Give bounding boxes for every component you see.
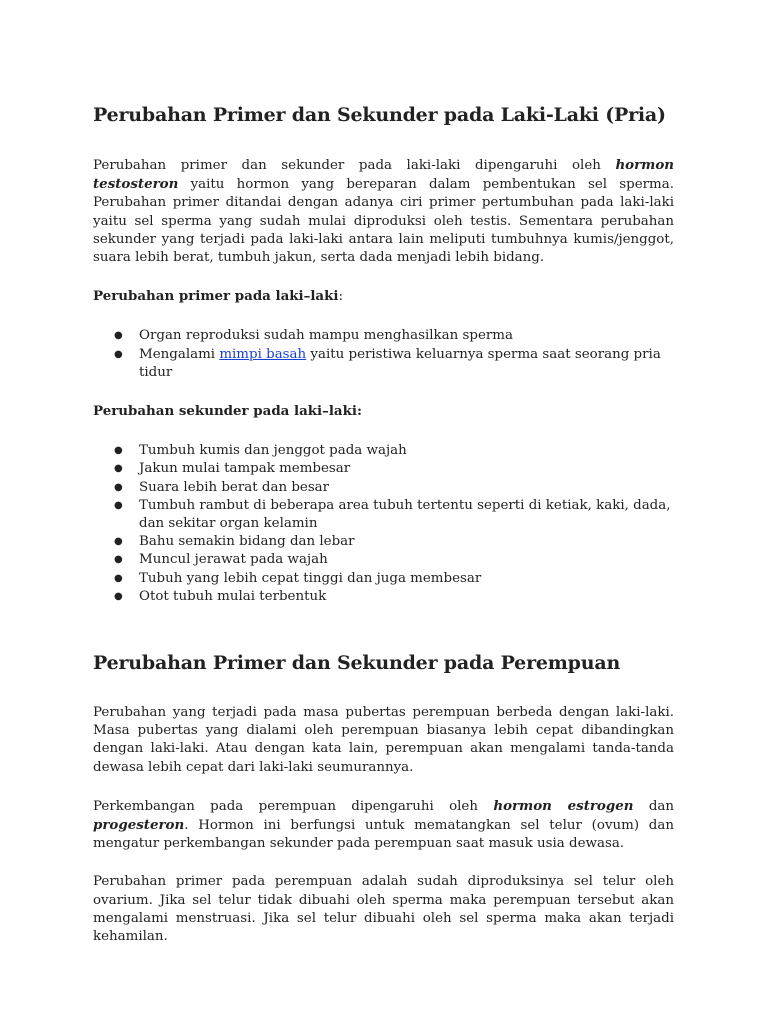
hormone-estrogen-term: hormon estrogen xyxy=(493,797,634,814)
list-item: ● Organ reproduksi sudah mampu menghasilkan sperma xyxy=(93,327,674,345)
list-item: ● Tumbuh rambut di beberapa area tubuh tertentu seperti di ketiak, kaki, dada, dan sekitar organ kelamin xyxy=(114,497,671,532)
section-title-female: Perubahan Primer dan Sekunder pada Perempuan xyxy=(93,652,621,675)
bullet-icon: ● xyxy=(114,330,123,342)
male-primary-label: Perubahan primer pada laki–laki: xyxy=(93,288,343,305)
progesteron-term: progesteron xyxy=(93,817,185,834)
list-item: ● Suara lebih berat dan besar xyxy=(93,479,674,497)
list-item: ● Bahu semakin bidang dan lebar xyxy=(93,533,674,551)
bullet-icon: ● xyxy=(114,572,123,584)
hormone-testosteron-term: hormon testosteron xyxy=(93,157,674,193)
bullet-icon: ● xyxy=(114,463,123,475)
female-intro-paragraph: Perubahan yang terjadi pada masa pubertas perempuan berbeda dengan laki-laki. Masa pubertas yang dialami oleh perempuan biasanya lebih cepat dibandingkan dengan laki-laki. Atau dengan kata lain, perempuan akan mengalami tanda-tanda dewasa lebih cepat dari laki-laki seumurannya. xyxy=(93,705,674,775)
section-title-male: Perubahan Primer dan Sekunder pada Laki-Laki (Pria) xyxy=(93,104,666,126)
male-secondary-label: Perubahan sekunder pada laki–laki: xyxy=(93,403,362,420)
list-item: ● Otot tubuh mulai terbentuk xyxy=(93,588,674,606)
female-primary-paragraph: Perubahan primer pada perempuan adalah sudah diproduksinya sel telur oleh ovarium. Jika sel telur tidak dibuahi oleh sperma maka perempuan tersebut akan mengalami menstruasi. Jika sel telur dibuahi oleh sel sperma maka akan terjadi kehamilan. xyxy=(93,874,674,945)
male-secondary-list xyxy=(93,442,674,606)
list-item: ● Mengalami mimpi basah yaitu peristiwa keluarnya sperma saat seorang pria tidur xyxy=(114,346,661,380)
bullet-icon: ● xyxy=(114,554,123,566)
list-item: ● Tumbuh kumis dan jenggot pada wajah xyxy=(93,442,674,460)
bullet-icon: ● xyxy=(114,590,123,602)
list-item: ● Muncul jerawat pada wajah xyxy=(93,551,674,569)
bullet-icon: ● xyxy=(114,445,123,457)
list-item: ● Tubuh yang lebih cepat tinggi dan juga membesar xyxy=(93,570,674,588)
mimpi-basah-link[interactable]: mimpi basah xyxy=(219,346,307,362)
bullet-icon: ● xyxy=(114,499,123,511)
list-item: ● Jakun mulai tampak membesar xyxy=(93,460,674,478)
bullet-icon: ● xyxy=(114,348,123,360)
bullet-icon: ● xyxy=(114,536,123,548)
male-intro-paragraph: Perubahan primer dan sekunder pada laki-laki dipengaruhi oleh hormon testosteron yaitu hormon yang bereparan dalam pembentukan sel sperma. Perubahan primer ditandai dengan adanya ciri primer pertumbuhan pada laki-laki yaitu sel sperma yang sudah mulai diproduksi oleh testis. Sementara perubahan sekunder yang terjadi pada laki-laki antara lain meliputi tumbuhnya kumis/jenggot, suara lebih berat, tumbuh jakun, serta dada menjadi lebih bidang. xyxy=(93,157,674,266)
male-primary-list xyxy=(93,327,674,382)
bullet-icon: ● xyxy=(114,481,123,493)
female-hormone-paragraph: Perkembangan pada perempuan dipengaruhi oleh hormon estrogen dan progesteron. Hormon ini berfungsi untuk mematangkan sel telur (ovum) dan mengatur perkembangan sekunder pada perempuan saat masuk usia dewasa. xyxy=(93,797,675,852)
